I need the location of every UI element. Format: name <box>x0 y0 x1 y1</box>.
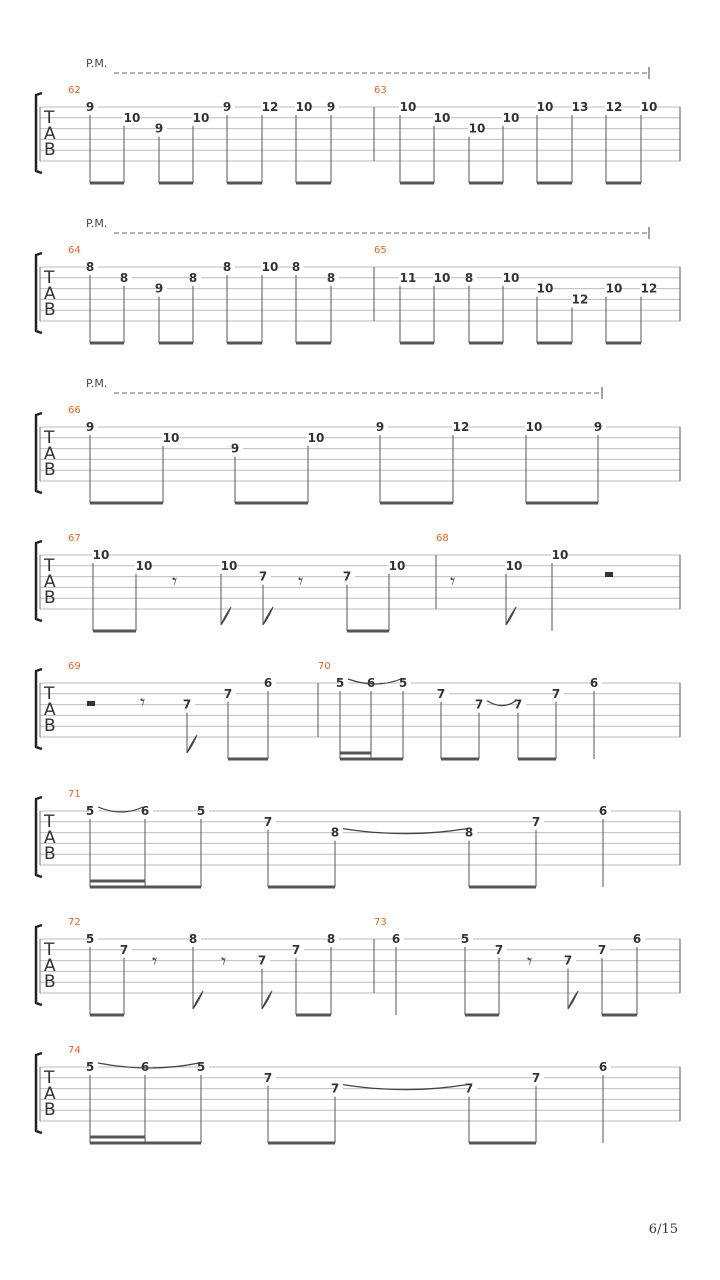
fret-number: 7 <box>531 814 541 829</box>
tab-clef-letter: T <box>44 268 55 288</box>
tab-note <box>223 100 235 183</box>
tab-system <box>36 377 680 503</box>
tab-clef-letter: T <box>44 108 55 128</box>
tab-note <box>536 282 553 343</box>
fret-number: 9 <box>154 121 164 136</box>
note-flag <box>568 991 578 1009</box>
fret-number: 12 <box>452 420 470 434</box>
fret-number: 10 <box>505 558 523 573</box>
fret-number: 9 <box>154 281 164 296</box>
fret-number: 10 <box>162 430 180 445</box>
tab-note <box>502 271 519 343</box>
tab-note <box>261 100 278 183</box>
eighth-rest: 𝄾 <box>152 949 158 973</box>
note-flag <box>263 607 273 625</box>
fret-number: 9 <box>222 100 232 114</box>
tab-note <box>640 100 657 183</box>
bar-number: 71 <box>68 789 81 800</box>
fret-number: 7 <box>531 1070 541 1085</box>
tab-note <box>223 260 235 343</box>
tab-note <box>590 676 602 759</box>
fret-number: 10 <box>135 558 153 573</box>
fret-number: 8 <box>188 270 198 285</box>
tab-note <box>155 122 167 183</box>
tab-note <box>367 676 379 759</box>
tab-note <box>640 282 657 343</box>
tab-note <box>571 292 588 343</box>
fret-number: 6 <box>598 1060 608 1074</box>
fret-number: 5 <box>196 1060 206 1074</box>
tab-note <box>465 826 477 887</box>
tab-clef-letter: A <box>44 124 56 144</box>
tab-note <box>264 1071 276 1143</box>
tab-note <box>551 548 568 631</box>
fret-number: 8 <box>330 825 340 840</box>
tab-note <box>514 698 526 759</box>
tab-note <box>258 954 272 1009</box>
eighth-rest: 𝄾 <box>527 949 533 973</box>
fret-number: 8 <box>119 270 129 285</box>
bar-number: 63 <box>374 85 387 96</box>
tab-clef-letter: T <box>44 556 55 576</box>
palm-mute-label: P.M. <box>86 217 108 230</box>
bar-number: 64 <box>68 245 81 256</box>
fret-number: 9 <box>326 100 336 114</box>
palm-mute-label: P.M. <box>86 377 108 390</box>
fret-number: 10 <box>123 110 141 125</box>
fret-number: 10 <box>307 430 325 445</box>
bar-number: 68 <box>436 533 449 544</box>
tab-note <box>86 420 98 503</box>
bar-number: 72 <box>68 917 81 928</box>
fret-number: 6 <box>391 932 401 946</box>
fret-number: 8 <box>85 260 95 274</box>
fret-number: 10 <box>433 110 451 125</box>
fret-number: 5 <box>398 676 408 690</box>
tab-note <box>189 932 203 1009</box>
bar-number: 70 <box>318 661 331 672</box>
tab-note <box>475 698 487 759</box>
page-number: 6/15 <box>648 1222 678 1237</box>
tab-note <box>465 271 477 343</box>
note-flag <box>187 735 197 753</box>
tab-system <box>36 917 680 1015</box>
tab-note <box>192 111 209 183</box>
tab-note <box>141 1060 153 1143</box>
tab-note <box>141 804 153 887</box>
note-flag <box>262 991 272 1009</box>
fret-number: 7 <box>551 686 561 701</box>
fret-number: 5 <box>196 804 206 818</box>
fret-number: 7 <box>342 569 352 584</box>
tab-note <box>461 932 473 1015</box>
eighth-rest: 𝄾 <box>221 949 227 973</box>
fret-number: 7 <box>257 953 267 968</box>
tab-note <box>468 122 485 183</box>
tab-note <box>259 570 273 625</box>
fret-number: 10 <box>551 548 569 562</box>
tab-note <box>220 559 237 625</box>
tab-note <box>433 271 450 343</box>
tab-note <box>437 687 449 759</box>
fret-number: 10 <box>640 100 658 114</box>
note-flag <box>506 607 516 625</box>
tab-note <box>155 282 167 343</box>
fret-number: 7 <box>258 569 268 584</box>
bar-number: 62 <box>68 85 81 96</box>
tab-note <box>552 687 564 759</box>
tab-note <box>135 559 152 631</box>
tab-system <box>36 533 680 631</box>
tab-note <box>605 282 622 343</box>
tab-system <box>36 57 680 183</box>
fret-number: 10 <box>261 260 279 274</box>
tab-note <box>189 271 201 343</box>
fret-number: 10 <box>502 110 520 125</box>
fret-number: 10 <box>220 558 238 573</box>
fret-number: 5 <box>335 676 345 690</box>
tab-note <box>264 815 276 887</box>
tab-note <box>123 111 140 183</box>
half-rest <box>605 572 613 577</box>
fret-number: 9 <box>85 420 95 434</box>
fret-number: 7 <box>182 697 192 712</box>
tab-note <box>599 1060 611 1143</box>
tab-note <box>86 932 98 1015</box>
tab-note <box>495 943 507 1015</box>
tab-system <box>36 789 680 887</box>
fret-number: 7 <box>330 1081 340 1096</box>
tab-clef-letter: B <box>44 300 56 320</box>
tab-system <box>36 661 680 759</box>
tab-note <box>224 687 236 759</box>
tab-note <box>327 271 339 343</box>
tab-clef-letter: B <box>44 1100 56 1120</box>
fret-number: 7 <box>291 942 301 957</box>
fret-number: 8 <box>464 270 474 285</box>
palm-mute-label: P.M. <box>86 57 108 70</box>
tab-note <box>331 826 343 887</box>
tab-note <box>633 932 645 1015</box>
fret-number: 5 <box>85 804 95 818</box>
tab-clef-letter: B <box>44 140 56 160</box>
tab-note <box>92 548 109 631</box>
tab-note <box>343 570 355 631</box>
fret-number: 5 <box>460 932 470 946</box>
bar-number: 74 <box>68 1045 81 1056</box>
fret-number: 10 <box>525 420 543 434</box>
fret-number: 9 <box>593 420 603 434</box>
tab-clef-letter: A <box>44 956 56 976</box>
bar-number: 69 <box>68 661 81 672</box>
tab-note <box>525 420 542 503</box>
tab-note <box>327 100 339 183</box>
tab-note <box>433 111 450 183</box>
fret-number: 8 <box>222 260 232 274</box>
tab-clef-letter: T <box>44 428 55 448</box>
tab-note <box>120 943 132 1015</box>
fret-number: 10 <box>92 548 110 562</box>
fret-number: 7 <box>436 686 446 701</box>
eighth-rest: 𝄾 <box>140 690 146 714</box>
tab-note <box>505 559 522 625</box>
eighth-rest: 𝄾 <box>298 569 304 593</box>
tab-note <box>376 420 388 503</box>
tab-note <box>197 804 209 887</box>
note-flag <box>193 991 203 1009</box>
fret-number: 12 <box>605 100 623 114</box>
tab-clef-letter: A <box>44 284 56 304</box>
tab-note <box>532 1071 544 1143</box>
tab-note <box>327 932 339 1015</box>
tab-clef-letter: T <box>44 812 55 832</box>
fret-number: 10 <box>192 110 210 125</box>
tab-note <box>465 1082 477 1143</box>
fret-number: 7 <box>513 697 523 712</box>
tab-note <box>261 260 278 343</box>
tab-clef-letter: T <box>44 1068 55 1088</box>
fret-number: 9 <box>230 441 240 456</box>
tab-clef-letter: B <box>44 460 56 480</box>
tab-note <box>392 932 404 1015</box>
note-flag <box>221 607 231 625</box>
fret-number: 8 <box>464 825 474 840</box>
tab-clef-letter: A <box>44 444 56 464</box>
bar-number: 66 <box>68 405 81 416</box>
fret-number: 12 <box>261 100 279 114</box>
tab-note <box>331 1082 343 1143</box>
tab-note <box>86 1060 98 1143</box>
tab-note <box>532 815 544 887</box>
fret-number: 10 <box>433 270 451 285</box>
tab-note <box>307 431 324 503</box>
fret-number: 7 <box>474 697 484 712</box>
fret-number: 6 <box>140 804 150 818</box>
fret-number: 12 <box>640 281 658 296</box>
tab-note <box>388 559 405 631</box>
fret-number: 9 <box>375 420 385 434</box>
fret-number: 8 <box>291 260 301 274</box>
tab-system <box>36 1045 680 1143</box>
fret-number: 6 <box>589 676 599 690</box>
tab-clef-letter: T <box>44 684 55 704</box>
tab-note <box>598 943 610 1015</box>
fret-number: 8 <box>188 932 198 946</box>
tab-note <box>605 100 622 183</box>
tab-note <box>571 100 588 183</box>
fret-number: 6 <box>632 932 642 946</box>
tab-clef-letter: B <box>44 716 56 736</box>
tab-note <box>86 260 98 343</box>
eighth-rest: 𝄾 <box>172 569 178 593</box>
fret-number: 10 <box>502 270 520 285</box>
tab-note <box>536 100 553 183</box>
tab-note <box>292 260 304 343</box>
tab-note <box>336 676 348 759</box>
fret-number: 6 <box>598 804 608 818</box>
tab-clef-letter: B <box>44 972 56 992</box>
tab-note <box>399 271 416 343</box>
fret-number: 8 <box>326 932 336 946</box>
fret-number: 10 <box>295 100 313 114</box>
bar-number: 73 <box>374 917 387 928</box>
tab-system <box>36 217 680 343</box>
half-rest <box>87 701 95 706</box>
fret-number: 10 <box>536 281 554 296</box>
tab-clef-letter: B <box>44 588 56 608</box>
fret-number: 7 <box>597 942 607 957</box>
fret-number: 10 <box>605 281 623 296</box>
tab-note <box>162 431 179 503</box>
fret-number: 13 <box>571 100 589 114</box>
tab-note <box>231 442 243 503</box>
fret-number: 6 <box>263 676 273 690</box>
tab-note <box>295 100 312 183</box>
fret-number: 9 <box>85 100 95 114</box>
tab-clef-letter: A <box>44 700 56 720</box>
tab-note <box>86 100 98 183</box>
tab-clef-letter: A <box>44 572 56 592</box>
tab-note <box>120 271 132 343</box>
tab-note <box>399 676 411 759</box>
tab-note <box>564 954 578 1009</box>
fret-number: 12 <box>571 292 589 307</box>
fret-number: 10 <box>536 100 554 114</box>
fret-number: 8 <box>326 270 336 285</box>
tab-note <box>292 943 304 1015</box>
tab-note <box>502 111 519 183</box>
tab-note <box>399 100 416 183</box>
fret-number: 5 <box>85 1060 95 1074</box>
tab-clef-letter: A <box>44 828 56 848</box>
tab-note <box>264 676 276 759</box>
bar-number: 67 <box>68 533 81 544</box>
fret-number: 7 <box>464 1081 474 1096</box>
tab-note <box>599 804 611 887</box>
tab-note <box>86 804 98 887</box>
tab-clef-letter: T <box>44 940 55 960</box>
tab-note <box>183 698 197 753</box>
fret-number: 7 <box>563 953 573 968</box>
fret-number: 10 <box>468 121 486 136</box>
tab-clef-letter: A <box>44 1084 56 1104</box>
fret-number: 10 <box>388 558 406 573</box>
fret-number: 11 <box>399 270 417 285</box>
tab-note <box>594 420 606 503</box>
eighth-rest: 𝄾 <box>450 569 456 593</box>
fret-number: 6 <box>140 1060 150 1074</box>
tab-note <box>452 420 469 503</box>
fret-number: 6 <box>366 676 376 690</box>
fret-number: 7 <box>119 942 129 957</box>
fret-number: 7 <box>263 814 273 829</box>
tab-note <box>197 1060 209 1143</box>
tab-clef-letter: B <box>44 844 56 864</box>
fret-number: 7 <box>494 942 504 957</box>
fret-number: 7 <box>223 686 233 701</box>
bar-number: 65 <box>374 245 387 256</box>
fret-number: 5 <box>85 932 95 946</box>
fret-number: 10 <box>399 100 417 114</box>
fret-number: 7 <box>263 1070 273 1085</box>
